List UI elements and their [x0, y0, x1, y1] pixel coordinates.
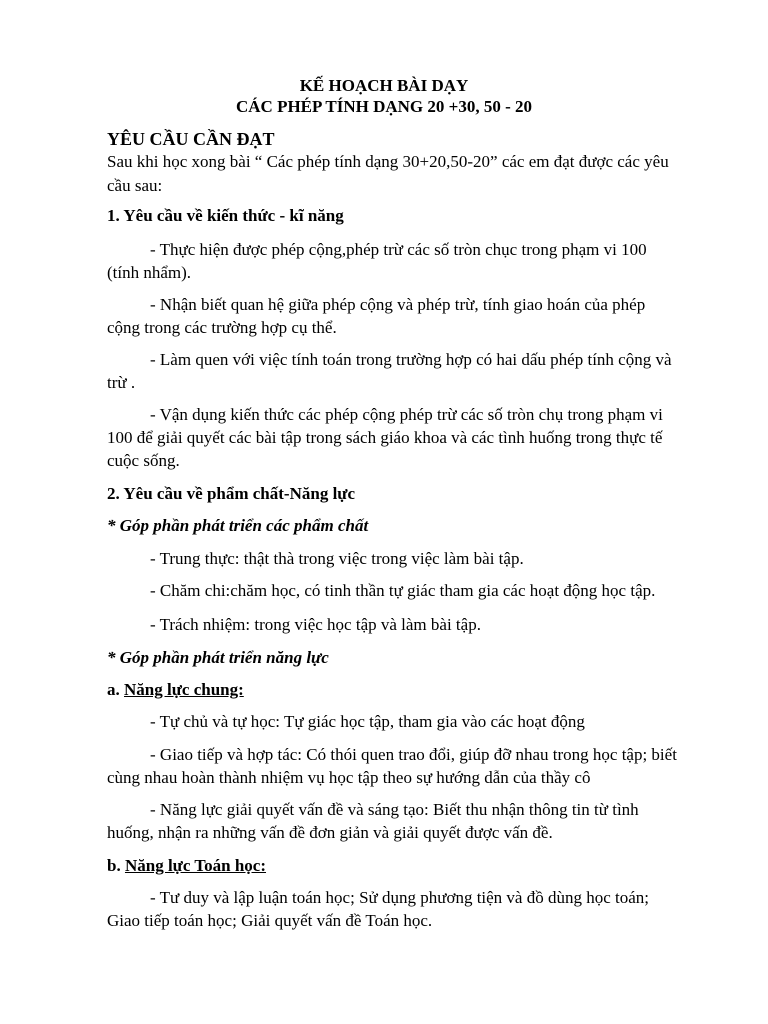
- general-problem-solving-line1: - Năng lực giải quyết vấn đề và sáng tạo: Biết thu nhận thông tin từ tình: [150, 800, 639, 819]
- section1-p4-line3: cuộc sống.: [107, 451, 180, 470]
- section1-p4-line2: 100 để giải quyết các bài tập trong sách giáo khoa và các tình huống trong thực tế: [107, 428, 663, 447]
- qualities-heading: * Góp phần phát triển các phẩm chất: [107, 516, 369, 535]
- requirements-intro-line1: Sau khi học xong bài “ Các phép tính dạng 30+20,50-20” các em đạt được các yêu: [107, 152, 669, 171]
- general-communication-line1: - Giao tiếp và hợp tác: Có thói quen trao đổi, giúp đỡ nhau trong học tập; biết: [150, 745, 677, 764]
- section1-p2-line1: - Nhận biết quan hệ giữa phép cộng và phép trừ, tính giao hoán của phép: [150, 295, 646, 314]
- general-problem-solving-line2: huống, nhận ra những vấn đề đơn giản và giải quyết được vấn đề.: [107, 823, 553, 842]
- math-competence-line2: Giao tiếp toán học; Giải quyết vấn đề Toán học.: [107, 911, 433, 930]
- general-self-study: - Tự chủ và tự học: Tự giác học tập, tham gia vào các hoạt động: [150, 712, 585, 731]
- quality-honesty: - Trung thực: thật thà trong việc trong việc làm bài tập.: [150, 549, 524, 568]
- general-communication-line2: cùng nhau hoàn thành nhiệm vụ học tập theo sự hướng dẫn của thầy cô: [107, 768, 591, 787]
- section1-p4-line1: - Vận dụng kiến thức các phép cộng phép trừ các số tròn chụ trong phạm vi: [150, 405, 663, 424]
- doc-title-line2: CÁC PHÉP TÍNH DẠNG 20 +30, 50 - 20: [235, 97, 533, 116]
- section1-p1-line2: (tính nhẩm).: [107, 263, 192, 282]
- doc-title-line1: KẾ HOẠCH BÀI DẠY: [299, 76, 469, 95]
- general-competence-prefix: a.: [107, 680, 124, 699]
- section1-p2-line2: cộng trong các trường hợp cụ thể.: [107, 318, 337, 337]
- general-competence-heading: [107, 679, 244, 701]
- section1-p3-line2: trừ .: [107, 373, 136, 392]
- math-competence-prefix: b.: [107, 856, 125, 875]
- requirements-heading: YÊU CẦU CẦN ĐẠT: [107, 129, 275, 149]
- requirements-intro-line2: cầu sau:: [107, 176, 163, 195]
- section1-heading: 1. Yêu cầu về kiến thức - kĩ năng: [107, 206, 344, 225]
- section2-heading: 2. Yêu cầu về phẩm chất-Năng lực: [107, 484, 356, 503]
- competence-heading: * Góp phần phát triển năng lực: [107, 648, 329, 667]
- general-competence-label: Năng lực chung:: [124, 680, 244, 699]
- math-competence-heading: [107, 855, 266, 877]
- quality-diligence: - Chăm chi:chăm học, có tinh thần tự giác tham gia các hoạt động học tập.: [150, 581, 656, 600]
- quality-responsibility: - Trách nhiệm: trong việc học tập và làm bài tập.: [150, 615, 481, 634]
- math-competence-line1: - Tư duy và lập luận toán học; Sử dụng phương tiện và đồ dùng học toán;: [150, 888, 650, 907]
- math-competence-label: Năng lực Toán học:: [124, 856, 267, 875]
- section1-p1-line1: - Thực hiện được phép cộng,phép trừ các số tròn chục trong phạm vi 100: [150, 240, 647, 259]
- section1-p3-line1: - Làm quen với việc tính toán trong trường hợp có hai dấu phép tính cộng và: [150, 350, 672, 369]
